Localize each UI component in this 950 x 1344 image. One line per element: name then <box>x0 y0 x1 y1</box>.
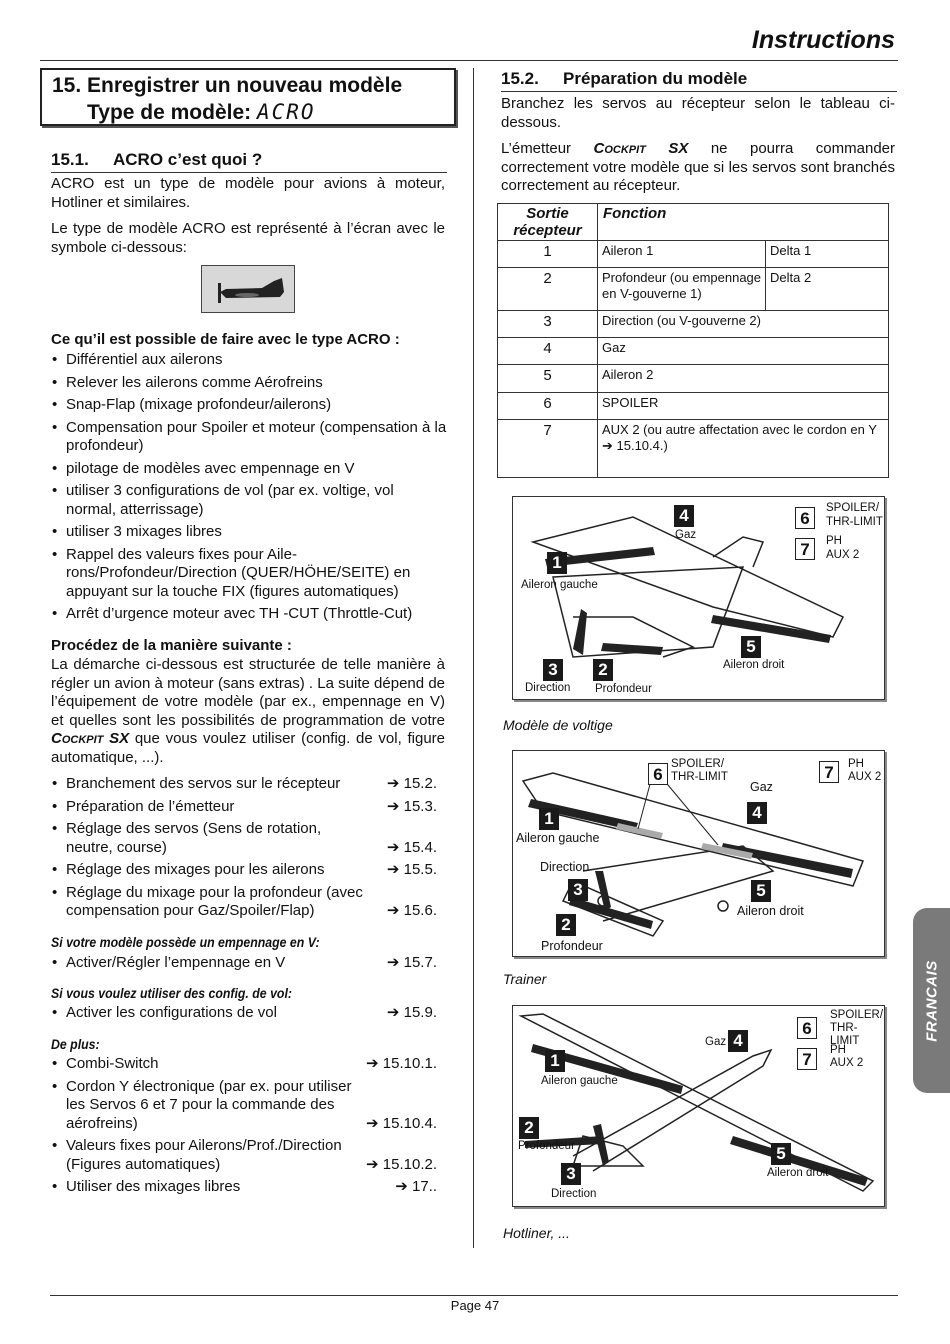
label-ph-aux2: PH AUX 2 <box>830 1044 864 1069</box>
list-item: • Arrêt d’urgence moteur avec TH -CUT (Throttle-Cut) <box>51 605 447 624</box>
servo-number-1: 1 <box>539 808 559 830</box>
servo-number-1: 1 <box>545 1050 565 1072</box>
label-spoiler-thr-limit: SPOILER/ THR-LIMIT <box>671 758 728 783</box>
cell-function: AUX 2 (ou autre affectation avec le cordon en Y ➔ 15.10.4.) <box>598 420 889 478</box>
section-15-2-number: 15.2. <box>501 69 539 88</box>
label-direction: Direction <box>551 1188 597 1200</box>
section-15-title-line1 <box>52 73 454 99</box>
step-ref: ➔ 15.9. <box>386 1004 437 1021</box>
step-ref: ➔ 15.7. <box>386 954 437 971</box>
step-ref: ➔ 15.3. <box>386 797 437 815</box>
figure-aerobatic-model <box>512 496 885 700</box>
step-ref: ➔ 17.. <box>395 1178 437 1195</box>
model-type-label: Type de modèle: <box>87 101 252 124</box>
label-aileron-gauche: Aileron gauche <box>521 579 598 591</box>
table-row <box>498 268 889 311</box>
label-gaz: Gaz <box>750 780 773 794</box>
table-row <box>498 365 889 393</box>
servo-number-5: 5 <box>771 1143 791 1165</box>
label-profondeur: Profondeur <box>595 683 652 695</box>
servo-number-3: 3 <box>543 659 563 681</box>
step-text: Préparation de l’émetteur <box>66 797 235 815</box>
servo-number-6: 6 <box>648 763 668 785</box>
step-ref: ➔ 15.10.4. <box>366 1114 437 1132</box>
col-header-function: Fonction <box>598 204 889 241</box>
step-item <box>51 1004 437 1023</box>
procedure-steps <box>51 775 437 925</box>
table-row <box>498 311 889 338</box>
acro-features-title: Ce qu’il est possible de faire avec le type ACRO : <box>51 331 400 348</box>
step-ref: ➔ 15.6. <box>386 902 437 919</box>
section-15-1-title: ACRO c’est quoi ? <box>113 150 263 169</box>
servo-number-5: 5 <box>741 636 761 658</box>
figure-3-caption: Hotliner, ... <box>503 1225 570 1241</box>
language-side-tab <box>913 908 950 1093</box>
label-ph-aux2: PH AUX 2 <box>848 758 882 783</box>
list-item: • utiliser 3 configurations de vol (par ex. voltige, vol normal, atterrissage) <box>51 482 447 519</box>
table-row <box>498 393 889 420</box>
servo-number-4: 4 <box>747 802 767 824</box>
plane-icon <box>202 266 296 314</box>
page-header-title: Instructions <box>751 26 895 54</box>
step-ref: ➔ 15.10.2. <box>366 1155 437 1173</box>
cell-function: Aileron 1 <box>598 241 766 268</box>
figure-2-caption: Trainer <box>503 971 547 987</box>
header-rule <box>40 60 898 61</box>
label-gaz: Gaz <box>705 1036 727 1048</box>
servo-number-4: 4 <box>728 1030 748 1052</box>
cell-function: Profondeur (ou empennage en V-gouverne 1) <box>598 268 766 311</box>
page-number: Page 47 <box>450 1298 500 1313</box>
step-text: Branchement des servos sur le récepteur <box>66 775 341 792</box>
section-15-2-title: Préparation du modèle <box>563 69 748 88</box>
section-15-title-box <box>40 68 456 126</box>
step-text: Réglage des servos (Sens de rotation, neutre, course) <box>66 820 322 856</box>
label-aileron-gauche: Aileron gauche <box>541 1075 618 1087</box>
cell-output: 7 <box>498 420 598 478</box>
table-header-row <box>498 204 889 241</box>
step-text: Utiliser des mixages libres <box>66 1178 241 1195</box>
label-aileron-droit: Aileron droit <box>723 659 785 671</box>
step-item <box>51 1178 437 1197</box>
step-ref: ➔ 15.2. <box>386 775 437 792</box>
step-text: Activer les configurations de vol <box>66 1004 277 1021</box>
step-text: Cordon Y électronique (par ex. pour utiliser les Servos 6 et 7 pour la commande des aérofreins) <box>66 1077 352 1132</box>
step-text: Réglage des mixages pour les ailerons <box>66 861 325 878</box>
step-item <box>51 1078 437 1134</box>
footer-rule <box>50 1295 898 1296</box>
more-steps <box>51 1055 437 1201</box>
list-item: • utiliser 3 mixages libres <box>51 523 447 542</box>
label-profondeur: Profondeur <box>541 939 603 953</box>
step-text: Combi-Switch <box>66 1055 159 1072</box>
step-item <box>51 1137 437 1174</box>
section-15-title-line2 <box>52 99 454 126</box>
vtail-steps <box>51 954 437 977</box>
list-item: • Différentiel aux ailerons <box>51 351 447 370</box>
section-15-1-heading <box>51 150 447 173</box>
procedure-text-a: La démarche ci-dessous est structurée de telle manière à régler un avion à moteur (sans extras) . La suite dépend de l’équipement de votre modèle (par ex., empennage en V) et quelles sont les possibilités de programmation de votre <box>51 656 445 729</box>
cell-function: Aileron 2 <box>598 365 889 393</box>
procedure-title: Procédez de la manière suivante : <box>51 637 292 654</box>
acro-model-icon <box>201 265 295 313</box>
servo-assignment-table <box>497 203 889 478</box>
servo-number-5: 5 <box>751 880 771 902</box>
acro-features-list <box>51 351 447 628</box>
cell-delta: Delta 2 <box>766 268 889 311</box>
list-item: • Snap-Flap (mixage profondeur/ailerons) <box>51 396 447 415</box>
section-15-number: 15. <box>52 74 82 97</box>
step-text: Valeurs fixes pour Ailerons/Prof./Direction (Figures automatiques) <box>66 1137 342 1173</box>
step-item <box>51 1055 437 1074</box>
figure-trainer-model <box>512 750 885 957</box>
vtail-condition-title: Si votre modèle possède un empennage en V: <box>51 934 320 950</box>
cell-output: 1 <box>498 241 598 268</box>
section-15-1-symbol-text: Le type de modèle ACRO est représenté à l’écran avec le symbole ci-dessous: <box>51 220 445 256</box>
list-item: • Rappel des valeurs fixes pour Aile-rons/Profondeur/Direction (QUER/HÖHE/SEITE) en appuyant sur la touche FIX (figures automatiques) <box>51 546 447 602</box>
section-15-1-intro: ACRO est un type de modèle pour avions à moteur, Hotliner et similaires. <box>51 175 445 211</box>
cell-function: Direction (ou V-gouverne 2) <box>598 311 889 338</box>
step-ref: ➔ 15.4. <box>386 838 437 856</box>
section-15-1-number: 15.1. <box>51 150 89 169</box>
servo-number-7: 7 <box>819 761 839 783</box>
table-row <box>498 338 889 365</box>
label-aileron-gauche: Aileron gauche <box>516 831 600 845</box>
step-ref: ➔ 15.10.1. <box>366 1055 437 1072</box>
brand-name: Cockpit SX <box>51 730 130 747</box>
servo-number-7: 7 <box>795 538 815 560</box>
step-text: Activer/Régler l’empennage en V <box>66 954 286 971</box>
list-item: • pilotage de modèles avec empennage en V <box>51 460 447 479</box>
servo-number-7: 7 <box>797 1048 817 1070</box>
label-spoiler-thr-limit: SPOILER/ THR-LIMIT <box>826 502 883 528</box>
brand-name: Cockpit SX <box>593 140 689 157</box>
note-text-b: ne pourra commander correctement votre modèle que si les servos sont branchés correctement au récepteur. <box>501 140 896 194</box>
table-row <box>498 241 889 268</box>
step-item <box>51 861 437 880</box>
servo-number-2: 2 <box>556 914 576 936</box>
servo-number-3: 3 <box>568 879 588 901</box>
label-profondeur: Profondeur <box>518 1140 575 1152</box>
column-divider <box>473 68 474 1248</box>
section-15-2-intro: Branchez les servos au récepteur selon le tableau ci-dessous. <box>501 95 895 131</box>
servo-number-1: 1 <box>547 552 567 574</box>
cell-delta: Delta 1 <box>766 241 889 268</box>
label-direction: Direction <box>540 860 590 874</box>
note-text-a: L’émetteur <box>501 140 572 157</box>
step-text: Réglage du mixage pour la profondeur (avec compensation pour Gaz/Spoiler/Flap) <box>66 883 363 919</box>
servo-number-2: 2 <box>519 1117 539 1139</box>
servo-number-4: 4 <box>674 505 694 527</box>
cell-function: Gaz <box>598 338 889 365</box>
cell-output: 2 <box>498 268 598 311</box>
language-tab-label: FRANCAIS <box>923 959 940 1042</box>
procedure-text-b: que vous voulez utiliser (config. de vol, figure automatique, ...). <box>51 730 445 766</box>
figure-1-caption: Modèle de voltige <box>503 717 613 733</box>
step-item <box>51 820 437 857</box>
list-item: • Compensation pour Spoiler et moteur (compensation à la profondeur) <box>51 419 447 456</box>
more-title: De plus: <box>51 1036 100 1052</box>
procedure-text <box>51 656 445 767</box>
table-row <box>498 420 889 478</box>
step-item <box>51 775 437 794</box>
servo-number-2: 2 <box>593 659 613 681</box>
cell-output: 5 <box>498 365 598 393</box>
cell-function: SPOILER <box>598 393 889 420</box>
model-type-lcd-text: ACRO <box>257 100 316 124</box>
step-ref: ➔ 15.5. <box>386 861 437 878</box>
label-ph-aux2: PH AUX 2 <box>826 535 860 561</box>
label-aileron-droit: Aileron droit <box>737 904 804 918</box>
servo-number-6: 6 <box>797 1017 817 1039</box>
section-15-2-note <box>501 140 895 196</box>
col-header-output: Sortie récepteur <box>498 204 598 241</box>
step-item <box>51 884 437 921</box>
list-item: • Relever les ailerons comme Aérofreins <box>51 374 447 393</box>
step-item <box>51 954 437 973</box>
servo-number-3: 3 <box>561 1163 581 1185</box>
section-15-2-heading <box>501 69 897 92</box>
step-item <box>51 798 437 817</box>
label-direction: Direction <box>525 682 571 694</box>
label-gaz: Gaz <box>675 529 697 541</box>
cell-output: 4 <box>498 338 598 365</box>
config-steps <box>51 1004 437 1027</box>
section-15-title: Enregistrer un nouveau modèle <box>87 74 403 97</box>
label-spoiler-thr-limit: SPOILER/ THR-LIMIT <box>830 1009 884 1047</box>
cell-output: 6 <box>498 393 598 420</box>
figure-hotliner-model <box>512 1005 885 1207</box>
label-aileron-droit: Aileron droit <box>767 1167 829 1179</box>
cell-output: 3 <box>498 311 598 338</box>
config-condition-title: Si vous voulez utiliser des config. de vol: <box>51 985 292 1001</box>
servo-number-6: 6 <box>795 507 815 529</box>
